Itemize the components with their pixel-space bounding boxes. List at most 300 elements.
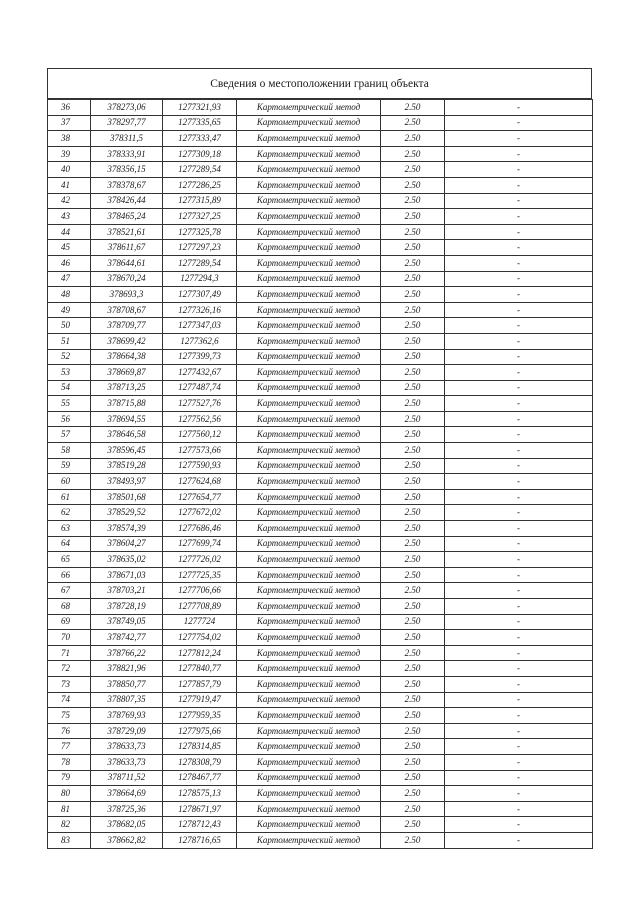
point-number-cell: 81 bbox=[48, 801, 91, 817]
coord-x-cell: 378529,52 bbox=[91, 505, 163, 521]
coord-y-cell: 1277327,25 bbox=[163, 209, 237, 225]
method-cell: Картометрический метод bbox=[237, 739, 381, 755]
table-row bbox=[48, 817, 593, 833]
point-number-cell: 57 bbox=[48, 427, 91, 443]
point-number-cell: 54 bbox=[48, 380, 91, 396]
description-cell: - bbox=[445, 271, 593, 287]
coordinates-table-body bbox=[48, 100, 593, 849]
description-cell: - bbox=[445, 240, 593, 256]
coord-x-cell: 378742,77 bbox=[91, 630, 163, 646]
method-cell: Картометрический метод bbox=[237, 676, 381, 692]
coord-y-cell: 1277315,89 bbox=[163, 193, 237, 209]
method-cell: Картометрический метод bbox=[237, 115, 381, 131]
precision-cell: 2.50 bbox=[381, 521, 445, 537]
coord-x-cell: 378713,25 bbox=[91, 380, 163, 396]
table-row bbox=[48, 302, 593, 318]
description-cell: - bbox=[445, 365, 593, 381]
table-row bbox=[48, 832, 593, 848]
method-cell: Картометрический метод bbox=[237, 583, 381, 599]
coord-y-cell: 1277487,74 bbox=[163, 380, 237, 396]
table-row bbox=[48, 255, 593, 271]
coord-x-cell: 378850,77 bbox=[91, 676, 163, 692]
coord-x-cell: 378356,15 bbox=[91, 162, 163, 178]
description-cell: - bbox=[445, 599, 593, 615]
coord-x-cell: 378711,52 bbox=[91, 770, 163, 786]
point-number-cell: 79 bbox=[48, 770, 91, 786]
description-cell: - bbox=[445, 583, 593, 599]
coord-y-cell: 1278716,65 bbox=[163, 832, 237, 848]
description-cell: - bbox=[445, 676, 593, 692]
method-cell: Картометрический метод bbox=[237, 255, 381, 271]
point-number-cell: 62 bbox=[48, 505, 91, 521]
precision-cell: 2.50 bbox=[381, 599, 445, 615]
table-row bbox=[48, 224, 593, 240]
point-number-cell: 75 bbox=[48, 708, 91, 724]
point-number-cell: 64 bbox=[48, 536, 91, 552]
table-row bbox=[48, 349, 593, 365]
coord-y-cell: 1277590,93 bbox=[163, 458, 237, 474]
table-row bbox=[48, 692, 593, 708]
table-row bbox=[48, 645, 593, 661]
table-row bbox=[48, 162, 593, 178]
method-cell: Картометрический метод bbox=[237, 365, 381, 381]
point-number-cell: 58 bbox=[48, 443, 91, 459]
description-cell: - bbox=[445, 770, 593, 786]
description-cell: - bbox=[445, 302, 593, 318]
coord-y-cell: 1277362,6 bbox=[163, 333, 237, 349]
table-row bbox=[48, 100, 593, 116]
coord-y-cell: 1277708,89 bbox=[163, 599, 237, 615]
method-cell: Картометрический метод bbox=[237, 614, 381, 630]
coord-x-cell: 378669,87 bbox=[91, 365, 163, 381]
method-cell: Картометрический метод bbox=[237, 832, 381, 848]
description-cell: - bbox=[445, 801, 593, 817]
coord-x-cell: 378749,05 bbox=[91, 614, 163, 630]
point-number-cell: 47 bbox=[48, 271, 91, 287]
point-number-cell: 45 bbox=[48, 240, 91, 256]
coord-y-cell: 1277959,35 bbox=[163, 708, 237, 724]
table-title: Сведения о местоположении границ объекта bbox=[47, 68, 592, 99]
method-cell: Картометрический метод bbox=[237, 521, 381, 537]
table-row bbox=[48, 287, 593, 303]
point-number-cell: 40 bbox=[48, 162, 91, 178]
table-row bbox=[48, 318, 593, 334]
method-cell: Картометрический метод bbox=[237, 552, 381, 568]
table-row bbox=[48, 458, 593, 474]
coord-x-cell: 378611,67 bbox=[91, 240, 163, 256]
point-number-cell: 56 bbox=[48, 411, 91, 427]
coord-y-cell: 1277527,76 bbox=[163, 396, 237, 412]
coord-y-cell: 1277686,46 bbox=[163, 521, 237, 537]
table-row bbox=[48, 754, 593, 770]
coord-y-cell: 1277975,66 bbox=[163, 723, 237, 739]
method-cell: Картометрический метод bbox=[237, 396, 381, 412]
precision-cell: 2.50 bbox=[381, 817, 445, 833]
coord-y-cell: 1277699,74 bbox=[163, 536, 237, 552]
point-number-cell: 74 bbox=[48, 692, 91, 708]
coord-x-cell: 378501,68 bbox=[91, 489, 163, 505]
table-row bbox=[48, 271, 593, 287]
coord-x-cell: 378493,97 bbox=[91, 474, 163, 490]
point-number-cell: 71 bbox=[48, 645, 91, 661]
method-cell: Картометрический метод bbox=[237, 505, 381, 521]
coord-x-cell: 378821,96 bbox=[91, 661, 163, 677]
table-row bbox=[48, 583, 593, 599]
description-cell: - bbox=[445, 443, 593, 459]
precision-cell: 2.50 bbox=[381, 536, 445, 552]
coord-x-cell: 378604,27 bbox=[91, 536, 163, 552]
precision-cell: 2.50 bbox=[381, 333, 445, 349]
method-cell: Картометрический метод bbox=[237, 240, 381, 256]
precision-cell: 2.50 bbox=[381, 396, 445, 412]
precision-cell: 2.50 bbox=[381, 162, 445, 178]
precision-cell: 2.50 bbox=[381, 692, 445, 708]
coord-y-cell: 1277754,02 bbox=[163, 630, 237, 646]
method-cell: Картометрический метод bbox=[237, 131, 381, 147]
point-number-cell: 48 bbox=[48, 287, 91, 303]
precision-cell: 2.50 bbox=[381, 474, 445, 490]
coord-y-cell: 1278712,43 bbox=[163, 817, 237, 833]
coord-y-cell: 1277307,49 bbox=[163, 287, 237, 303]
coord-x-cell: 378635,02 bbox=[91, 552, 163, 568]
description-cell: - bbox=[445, 817, 593, 833]
coord-x-cell: 378311,5 bbox=[91, 131, 163, 147]
description-cell: - bbox=[445, 552, 593, 568]
table-row bbox=[48, 333, 593, 349]
description-cell: - bbox=[445, 630, 593, 646]
method-cell: Картометрический метод bbox=[237, 380, 381, 396]
description-cell: - bbox=[445, 146, 593, 162]
coord-y-cell: 1278671,97 bbox=[163, 801, 237, 817]
precision-cell: 2.50 bbox=[381, 177, 445, 193]
method-cell: Картометрический метод bbox=[237, 224, 381, 240]
method-cell: Картометрический метод bbox=[237, 489, 381, 505]
coord-x-cell: 378664,38 bbox=[91, 349, 163, 365]
point-number-cell: 52 bbox=[48, 349, 91, 365]
precision-cell: 2.50 bbox=[381, 411, 445, 427]
table-row bbox=[48, 630, 593, 646]
precision-cell: 2.50 bbox=[381, 489, 445, 505]
table-row bbox=[48, 380, 593, 396]
table-row bbox=[48, 131, 593, 147]
point-number-cell: 72 bbox=[48, 661, 91, 677]
point-number-cell: 53 bbox=[48, 365, 91, 381]
description-cell: - bbox=[445, 177, 593, 193]
table-row bbox=[48, 489, 593, 505]
coord-x-cell: 378633,73 bbox=[91, 754, 163, 770]
precision-cell: 2.50 bbox=[381, 443, 445, 459]
coord-y-cell: 1277294,3 bbox=[163, 271, 237, 287]
point-number-cell: 42 bbox=[48, 193, 91, 209]
description-cell: - bbox=[445, 100, 593, 116]
coord-y-cell: 1277724 bbox=[163, 614, 237, 630]
precision-cell: 2.50 bbox=[381, 318, 445, 334]
description-cell: - bbox=[445, 349, 593, 365]
method-cell: Картометрический метод bbox=[237, 271, 381, 287]
coord-x-cell: 378670,24 bbox=[91, 271, 163, 287]
method-cell: Картометрический метод bbox=[237, 209, 381, 225]
table-row bbox=[48, 365, 593, 381]
coord-x-cell: 378297,77 bbox=[91, 115, 163, 131]
precision-cell: 2.50 bbox=[381, 224, 445, 240]
point-number-cell: 44 bbox=[48, 224, 91, 240]
coord-y-cell: 1277309,18 bbox=[163, 146, 237, 162]
point-number-cell: 77 bbox=[48, 739, 91, 755]
precision-cell: 2.50 bbox=[381, 302, 445, 318]
table-row bbox=[48, 614, 593, 630]
description-cell: - bbox=[445, 162, 593, 178]
precision-cell: 2.50 bbox=[381, 505, 445, 521]
precision-cell: 2.50 bbox=[381, 131, 445, 147]
description-cell: - bbox=[445, 692, 593, 708]
description-cell: - bbox=[445, 193, 593, 209]
method-cell: Картометрический метод bbox=[237, 318, 381, 334]
method-cell: Картометрический метод bbox=[237, 754, 381, 770]
description-cell: - bbox=[445, 536, 593, 552]
point-number-cell: 76 bbox=[48, 723, 91, 739]
table-row bbox=[48, 567, 593, 583]
point-number-cell: 60 bbox=[48, 474, 91, 490]
precision-cell: 2.50 bbox=[381, 193, 445, 209]
table-row bbox=[48, 209, 593, 225]
coord-y-cell: 1277432,67 bbox=[163, 365, 237, 381]
description-cell: - bbox=[445, 255, 593, 271]
method-cell: Картометрический метод bbox=[237, 817, 381, 833]
coord-y-cell: 1277286,25 bbox=[163, 177, 237, 193]
precision-cell: 2.50 bbox=[381, 723, 445, 739]
description-cell: - bbox=[445, 458, 593, 474]
point-number-cell: 73 bbox=[48, 676, 91, 692]
precision-cell: 2.50 bbox=[381, 832, 445, 848]
coord-x-cell: 378699,42 bbox=[91, 333, 163, 349]
description-cell: - bbox=[445, 131, 593, 147]
coord-x-cell: 378646,58 bbox=[91, 427, 163, 443]
method-cell: Картометрический метод bbox=[237, 411, 381, 427]
description-cell: - bbox=[445, 832, 593, 848]
description-cell: - bbox=[445, 333, 593, 349]
precision-cell: 2.50 bbox=[381, 287, 445, 303]
precision-cell: 2.50 bbox=[381, 349, 445, 365]
coord-x-cell: 378708,67 bbox=[91, 302, 163, 318]
description-cell: - bbox=[445, 723, 593, 739]
method-cell: Картометрический метод bbox=[237, 302, 381, 318]
coord-y-cell: 1277857,79 bbox=[163, 676, 237, 692]
coord-x-cell: 378644,61 bbox=[91, 255, 163, 271]
point-number-cell: 83 bbox=[48, 832, 91, 848]
precision-cell: 2.50 bbox=[381, 676, 445, 692]
coord-x-cell: 378671,03 bbox=[91, 567, 163, 583]
method-cell: Картометрический метод bbox=[237, 458, 381, 474]
point-number-cell: 36 bbox=[48, 100, 91, 116]
description-cell: - bbox=[445, 318, 593, 334]
point-number-cell: 78 bbox=[48, 754, 91, 770]
precision-cell: 2.50 bbox=[381, 583, 445, 599]
point-number-cell: 59 bbox=[48, 458, 91, 474]
coord-x-cell: 378521,61 bbox=[91, 224, 163, 240]
precision-cell: 2.50 bbox=[381, 365, 445, 381]
coord-x-cell: 378664,69 bbox=[91, 786, 163, 802]
table-row bbox=[48, 115, 593, 131]
coord-y-cell: 1277840,77 bbox=[163, 661, 237, 677]
method-cell: Картометрический метод bbox=[237, 474, 381, 490]
coord-y-cell: 1277289,54 bbox=[163, 162, 237, 178]
method-cell: Картометрический метод bbox=[237, 599, 381, 615]
coord-y-cell: 1278575,13 bbox=[163, 786, 237, 802]
coord-x-cell: 378769,93 bbox=[91, 708, 163, 724]
coord-y-cell: 1277725,35 bbox=[163, 567, 237, 583]
method-cell: Картометрический метод bbox=[237, 630, 381, 646]
point-number-cell: 51 bbox=[48, 333, 91, 349]
coord-y-cell: 1277560,12 bbox=[163, 427, 237, 443]
precision-cell: 2.50 bbox=[381, 770, 445, 786]
description-cell: - bbox=[445, 209, 593, 225]
method-cell: Картометрический метод bbox=[237, 770, 381, 786]
point-number-cell: 38 bbox=[48, 131, 91, 147]
table-row bbox=[48, 708, 593, 724]
description-cell: - bbox=[445, 708, 593, 724]
point-number-cell: 49 bbox=[48, 302, 91, 318]
coord-y-cell: 1277706,66 bbox=[163, 583, 237, 599]
point-number-cell: 80 bbox=[48, 786, 91, 802]
table-row bbox=[48, 193, 593, 209]
table-row bbox=[48, 177, 593, 193]
table-row bbox=[48, 521, 593, 537]
table-row bbox=[48, 536, 593, 552]
precision-cell: 2.50 bbox=[381, 614, 445, 630]
coord-y-cell: 1277399,73 bbox=[163, 349, 237, 365]
coord-y-cell: 1277325,78 bbox=[163, 224, 237, 240]
coord-y-cell: 1277654,77 bbox=[163, 489, 237, 505]
method-cell: Картометрический метод bbox=[237, 427, 381, 443]
coord-x-cell: 378574,39 bbox=[91, 521, 163, 537]
description-cell: - bbox=[445, 786, 593, 802]
point-number-cell: 37 bbox=[48, 115, 91, 131]
table-row bbox=[48, 661, 593, 677]
table-row bbox=[48, 801, 593, 817]
method-cell: Картометрический метод bbox=[237, 100, 381, 116]
description-cell: - bbox=[445, 521, 593, 537]
coord-x-cell: 378715,88 bbox=[91, 396, 163, 412]
method-cell: Картометрический метод bbox=[237, 708, 381, 724]
description-cell: - bbox=[445, 396, 593, 412]
table-row bbox=[48, 443, 593, 459]
precision-cell: 2.50 bbox=[381, 146, 445, 162]
method-cell: Картометрический метод bbox=[237, 162, 381, 178]
point-number-cell: 67 bbox=[48, 583, 91, 599]
coord-x-cell: 378766,22 bbox=[91, 645, 163, 661]
coord-y-cell: 1277624,68 bbox=[163, 474, 237, 490]
description-cell: - bbox=[445, 380, 593, 396]
description-cell: - bbox=[445, 661, 593, 677]
precision-cell: 2.50 bbox=[381, 708, 445, 724]
coord-y-cell: 1277573,66 bbox=[163, 443, 237, 459]
coord-y-cell: 1277289,54 bbox=[163, 255, 237, 271]
point-number-cell: 69 bbox=[48, 614, 91, 630]
precision-cell: 2.50 bbox=[381, 630, 445, 646]
coord-y-cell: 1278308,79 bbox=[163, 754, 237, 770]
method-cell: Картометрический метод bbox=[237, 177, 381, 193]
table-row bbox=[48, 770, 593, 786]
table-row bbox=[48, 552, 593, 568]
method-cell: Картометрический метод bbox=[237, 567, 381, 583]
coord-x-cell: 378519,28 bbox=[91, 458, 163, 474]
precision-cell: 2.50 bbox=[381, 271, 445, 287]
point-number-cell: 68 bbox=[48, 599, 91, 615]
coord-x-cell: 378682,05 bbox=[91, 817, 163, 833]
description-cell: - bbox=[445, 427, 593, 443]
precision-cell: 2.50 bbox=[381, 100, 445, 116]
method-cell: Картометрический метод bbox=[237, 349, 381, 365]
coord-x-cell: 378378,67 bbox=[91, 177, 163, 193]
coord-y-cell: 1277672,02 bbox=[163, 505, 237, 521]
table-row bbox=[48, 146, 593, 162]
coordinates-table bbox=[47, 99, 593, 849]
coord-x-cell: 378273,06 bbox=[91, 100, 163, 116]
description-cell: - bbox=[445, 645, 593, 661]
description-cell: - bbox=[445, 754, 593, 770]
table-row bbox=[48, 723, 593, 739]
coord-y-cell: 1277335,65 bbox=[163, 115, 237, 131]
description-cell: - bbox=[445, 505, 593, 521]
description-cell: - bbox=[445, 224, 593, 240]
coord-y-cell: 1277297,23 bbox=[163, 240, 237, 256]
table-row bbox=[48, 411, 593, 427]
method-cell: Картометрический метод bbox=[237, 287, 381, 303]
coord-x-cell: 378807,35 bbox=[91, 692, 163, 708]
coord-x-cell: 378709,77 bbox=[91, 318, 163, 334]
coord-x-cell: 378694,55 bbox=[91, 411, 163, 427]
point-number-cell: 82 bbox=[48, 817, 91, 833]
table-row bbox=[48, 427, 593, 443]
table-row bbox=[48, 474, 593, 490]
description-cell: - bbox=[445, 411, 593, 427]
point-number-cell: 50 bbox=[48, 318, 91, 334]
precision-cell: 2.50 bbox=[381, 754, 445, 770]
coord-x-cell: 378633,73 bbox=[91, 739, 163, 755]
coord-x-cell: 378725,36 bbox=[91, 801, 163, 817]
description-cell: - bbox=[445, 489, 593, 505]
method-cell: Картометрический метод bbox=[237, 443, 381, 459]
point-number-cell: 43 bbox=[48, 209, 91, 225]
precision-cell: 2.50 bbox=[381, 552, 445, 568]
method-cell: Картометрический метод bbox=[237, 692, 381, 708]
method-cell: Картометрический метод bbox=[237, 645, 381, 661]
precision-cell: 2.50 bbox=[381, 786, 445, 802]
table-row bbox=[48, 240, 593, 256]
coord-x-cell: 378465,24 bbox=[91, 209, 163, 225]
point-number-cell: 41 bbox=[48, 177, 91, 193]
coord-y-cell: 1277919,47 bbox=[163, 692, 237, 708]
point-number-cell: 66 bbox=[48, 567, 91, 583]
precision-cell: 2.50 bbox=[381, 458, 445, 474]
coord-y-cell: 1277347,03 bbox=[163, 318, 237, 334]
point-number-cell: 63 bbox=[48, 521, 91, 537]
method-cell: Картометрический метод bbox=[237, 786, 381, 802]
method-cell: Картометрический метод bbox=[237, 193, 381, 209]
method-cell: Картометрический метод bbox=[237, 536, 381, 552]
coord-x-cell: 378729,09 bbox=[91, 723, 163, 739]
point-number-cell: 65 bbox=[48, 552, 91, 568]
description-cell: - bbox=[445, 567, 593, 583]
coord-x-cell: 378693,3 bbox=[91, 287, 163, 303]
method-cell: Картометрический метод bbox=[237, 723, 381, 739]
coord-y-cell: 1277812,24 bbox=[163, 645, 237, 661]
precision-cell: 2.50 bbox=[381, 645, 445, 661]
table-row bbox=[48, 396, 593, 412]
precision-cell: 2.50 bbox=[381, 801, 445, 817]
method-cell: Картометрический метод bbox=[237, 146, 381, 162]
precision-cell: 2.50 bbox=[381, 255, 445, 271]
